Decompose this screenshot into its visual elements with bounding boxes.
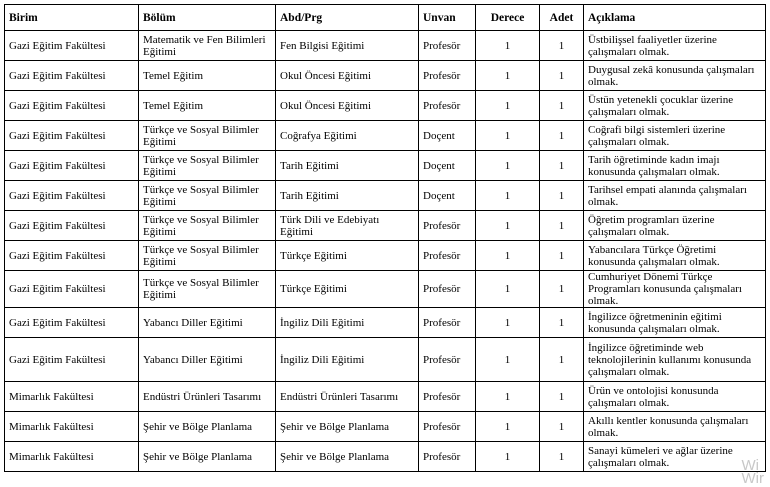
cell-unvan: Profesör [419,412,476,442]
cell-aciklama: Akıllı kentler konusunda çalışmaları olmak. [584,412,766,442]
cell-birim: Gazi Eğitim Fakültesi [5,31,139,61]
cell-abd-prg: Türk Dili ve Edebiyatı Eğitimi [276,211,419,241]
cell-unvan: Profesör [419,241,476,271]
cell-bolum: Matematik ve Fen Bilimleri Eğitimi [139,31,276,61]
cell-adet: 1 [540,91,584,121]
table-row [5,271,766,308]
header-row [5,5,766,31]
header-abd-prg: Abd/Prg [276,5,419,31]
cell-abd-prg: Şehir ve Bölge Planlama [276,412,419,442]
cell-birim: Gazi Eğitim Fakültesi [5,308,139,338]
cell-unvan: Doçent [419,151,476,181]
cell-adet: 1 [540,61,584,91]
cell-bolum: Endüstri Ürünleri Tasarımı [139,382,276,412]
cell-derece: 1 [476,271,540,308]
cell-derece: 1 [476,181,540,211]
table-row [5,91,766,121]
cell-aciklama: Tarihsel empati alanında çalışmaları olmak. [584,181,766,211]
cell-aciklama: Üstün yetenekli çocuklar üzerine çalışmaları olmak. [584,91,766,121]
cell-abd-prg: İngiliz Dili Eğitimi [276,308,419,338]
cell-bolum: Türkçe ve Sosyal Bilimler Eğitimi [139,271,276,308]
table-row [5,412,766,442]
cell-birim: Gazi Eğitim Fakültesi [5,241,139,271]
cell-birim: Mimarlık Fakültesi [5,412,139,442]
cell-derece: 1 [476,91,540,121]
cell-unvan: Profesör [419,211,476,241]
table-row [5,241,766,271]
cell-bolum: Türkçe ve Sosyal Bilimler Eğitimi [139,151,276,181]
cell-bolum: Türkçe ve Sosyal Bilimler Eğitimi [139,181,276,211]
cell-birim: Gazi Eğitim Fakültesi [5,151,139,181]
cell-aciklama: Ürün ve ontolojisi konusunda çalışmaları olmak. [584,382,766,412]
cell-aciklama: Üstbilişsel faaliyetler üzerine çalışmaları olmak. [584,31,766,61]
cell-derece: 1 [476,442,540,472]
watermark: Wi Wir [741,457,764,487]
header-adet: Adet [540,5,584,31]
cell-abd-prg: Fen Bilgisi Eğitimi [276,31,419,61]
cell-bolum: Yabancı Diller Eğitimi [139,308,276,338]
positions-table [4,4,766,472]
cell-abd-prg: Endüstri Ürünleri Tasarımı [276,382,419,412]
cell-adet: 1 [540,121,584,151]
cell-unvan: Profesör [419,271,476,308]
cell-derece: 1 [476,382,540,412]
cell-aciklama: Cumhuriyet Dönemi Türkçe Programları konusunda çalışmaları olmak. [584,271,766,308]
table-row [5,442,766,472]
table-row [5,338,766,382]
cell-unvan: Profesör [419,442,476,472]
cell-birim: Gazi Eğitim Fakültesi [5,271,139,308]
cell-unvan: Profesör [419,382,476,412]
cell-derece: 1 [476,308,540,338]
cell-abd-prg: Okul Öncesi Eğitimi [276,61,419,91]
cell-unvan: Profesör [419,338,476,382]
cell-birim: Mimarlık Fakültesi [5,382,139,412]
cell-derece: 1 [476,31,540,61]
cell-abd-prg: Türkçe Eğitimi [276,271,419,308]
cell-birim: Gazi Eğitim Fakültesi [5,61,139,91]
cell-birim: Gazi Eğitim Fakültesi [5,211,139,241]
cell-adet: 1 [540,338,584,382]
cell-adet: 1 [540,31,584,61]
cell-abd-prg: Türkçe Eğitimi [276,241,419,271]
cell-aciklama: Duygusal zekâ konusunda çalışmaları olmak. [584,61,766,91]
cell-bolum: Türkçe ve Sosyal Bilimler Eğitimi [139,211,276,241]
cell-derece: 1 [476,338,540,382]
cell-unvan: Profesör [419,31,476,61]
cell-adet: 1 [540,382,584,412]
cell-aciklama: İngilizce öğretiminde web teknolojilerinin kullanımı konusunda çalışmaları olmak. [584,338,766,382]
cell-aciklama: İngilizce öğretmeninin eğitimi konusunda çalışmaları olmak. [584,308,766,338]
cell-bolum: Türkçe ve Sosyal Bilimler Eğitimi [139,241,276,271]
cell-derece: 1 [476,412,540,442]
table-row [5,382,766,412]
cell-derece: 1 [476,151,540,181]
cell-adet: 1 [540,241,584,271]
cell-bolum: Türkçe ve Sosyal Bilimler Eğitimi [139,121,276,151]
cell-bolum: Şehir ve Bölge Planlama [139,412,276,442]
cell-derece: 1 [476,61,540,91]
cell-abd-prg: Coğrafya Eğitimi [276,121,419,151]
header-aciklama: Açıklama [584,5,766,31]
cell-aciklama: Tarih öğretiminde kadın imajı konusunda çalışmaları olmak. [584,151,766,181]
cell-birim: Gazi Eğitim Fakültesi [5,338,139,382]
cell-abd-prg: Şehir ve Bölge Planlama [276,442,419,472]
cell-bolum: Temel Eğitim [139,61,276,91]
cell-derece: 1 [476,241,540,271]
cell-derece: 1 [476,211,540,241]
cell-unvan: Profesör [419,308,476,338]
table-row [5,121,766,151]
cell-bolum: Şehir ve Bölge Planlama [139,442,276,472]
cell-abd-prg: Tarih Eğitimi [276,151,419,181]
cell-aciklama: Sanayi kümeleri ve ağlar üzerine çalışmaları olmak. [584,442,766,472]
table-row [5,308,766,338]
cell-birim: Gazi Eğitim Fakültesi [5,121,139,151]
cell-adet: 1 [540,151,584,181]
cell-adet: 1 [540,412,584,442]
cell-bolum: Yabancı Diller Eğitimi [139,338,276,382]
table-row [5,61,766,91]
table-row [5,181,766,211]
cell-unvan: Profesör [419,91,476,121]
header-bolum: Bölüm [139,5,276,31]
cell-adet: 1 [540,211,584,241]
cell-aciklama: Coğrafi bilgi sistemleri üzerine çalışmaları olmak. [584,121,766,151]
cell-unvan: Doçent [419,121,476,151]
cell-unvan: Profesör [419,61,476,91]
cell-abd-prg: İngiliz Dili Eğitimi [276,338,419,382]
cell-birim: Gazi Eğitim Fakültesi [5,91,139,121]
table-row [5,211,766,241]
cell-bolum: Temel Eğitim [139,91,276,121]
cell-adet: 1 [540,181,584,211]
cell-adet: 1 [540,308,584,338]
cell-aciklama: Öğretim programları üzerine çalışmaları olmak. [584,211,766,241]
cell-derece: 1 [476,121,540,151]
header-birim: Birim [5,5,139,31]
header-unvan: Unvan [419,5,476,31]
table-row [5,31,766,61]
header-derece: Derece [476,5,540,31]
cell-abd-prg: Tarih Eğitimi [276,181,419,211]
cell-birim: Mimarlık Fakültesi [5,442,139,472]
cell-abd-prg: Okul Öncesi Eğitimi [276,91,419,121]
cell-adet: 1 [540,271,584,308]
cell-adet: 1 [540,442,584,472]
cell-aciklama: Yabancılara Türkçe Öğretimi konusunda çalışmaları olmak. [584,241,766,271]
table-row [5,151,766,181]
cell-birim: Gazi Eğitim Fakültesi [5,181,139,211]
cell-unvan: Doçent [419,181,476,211]
